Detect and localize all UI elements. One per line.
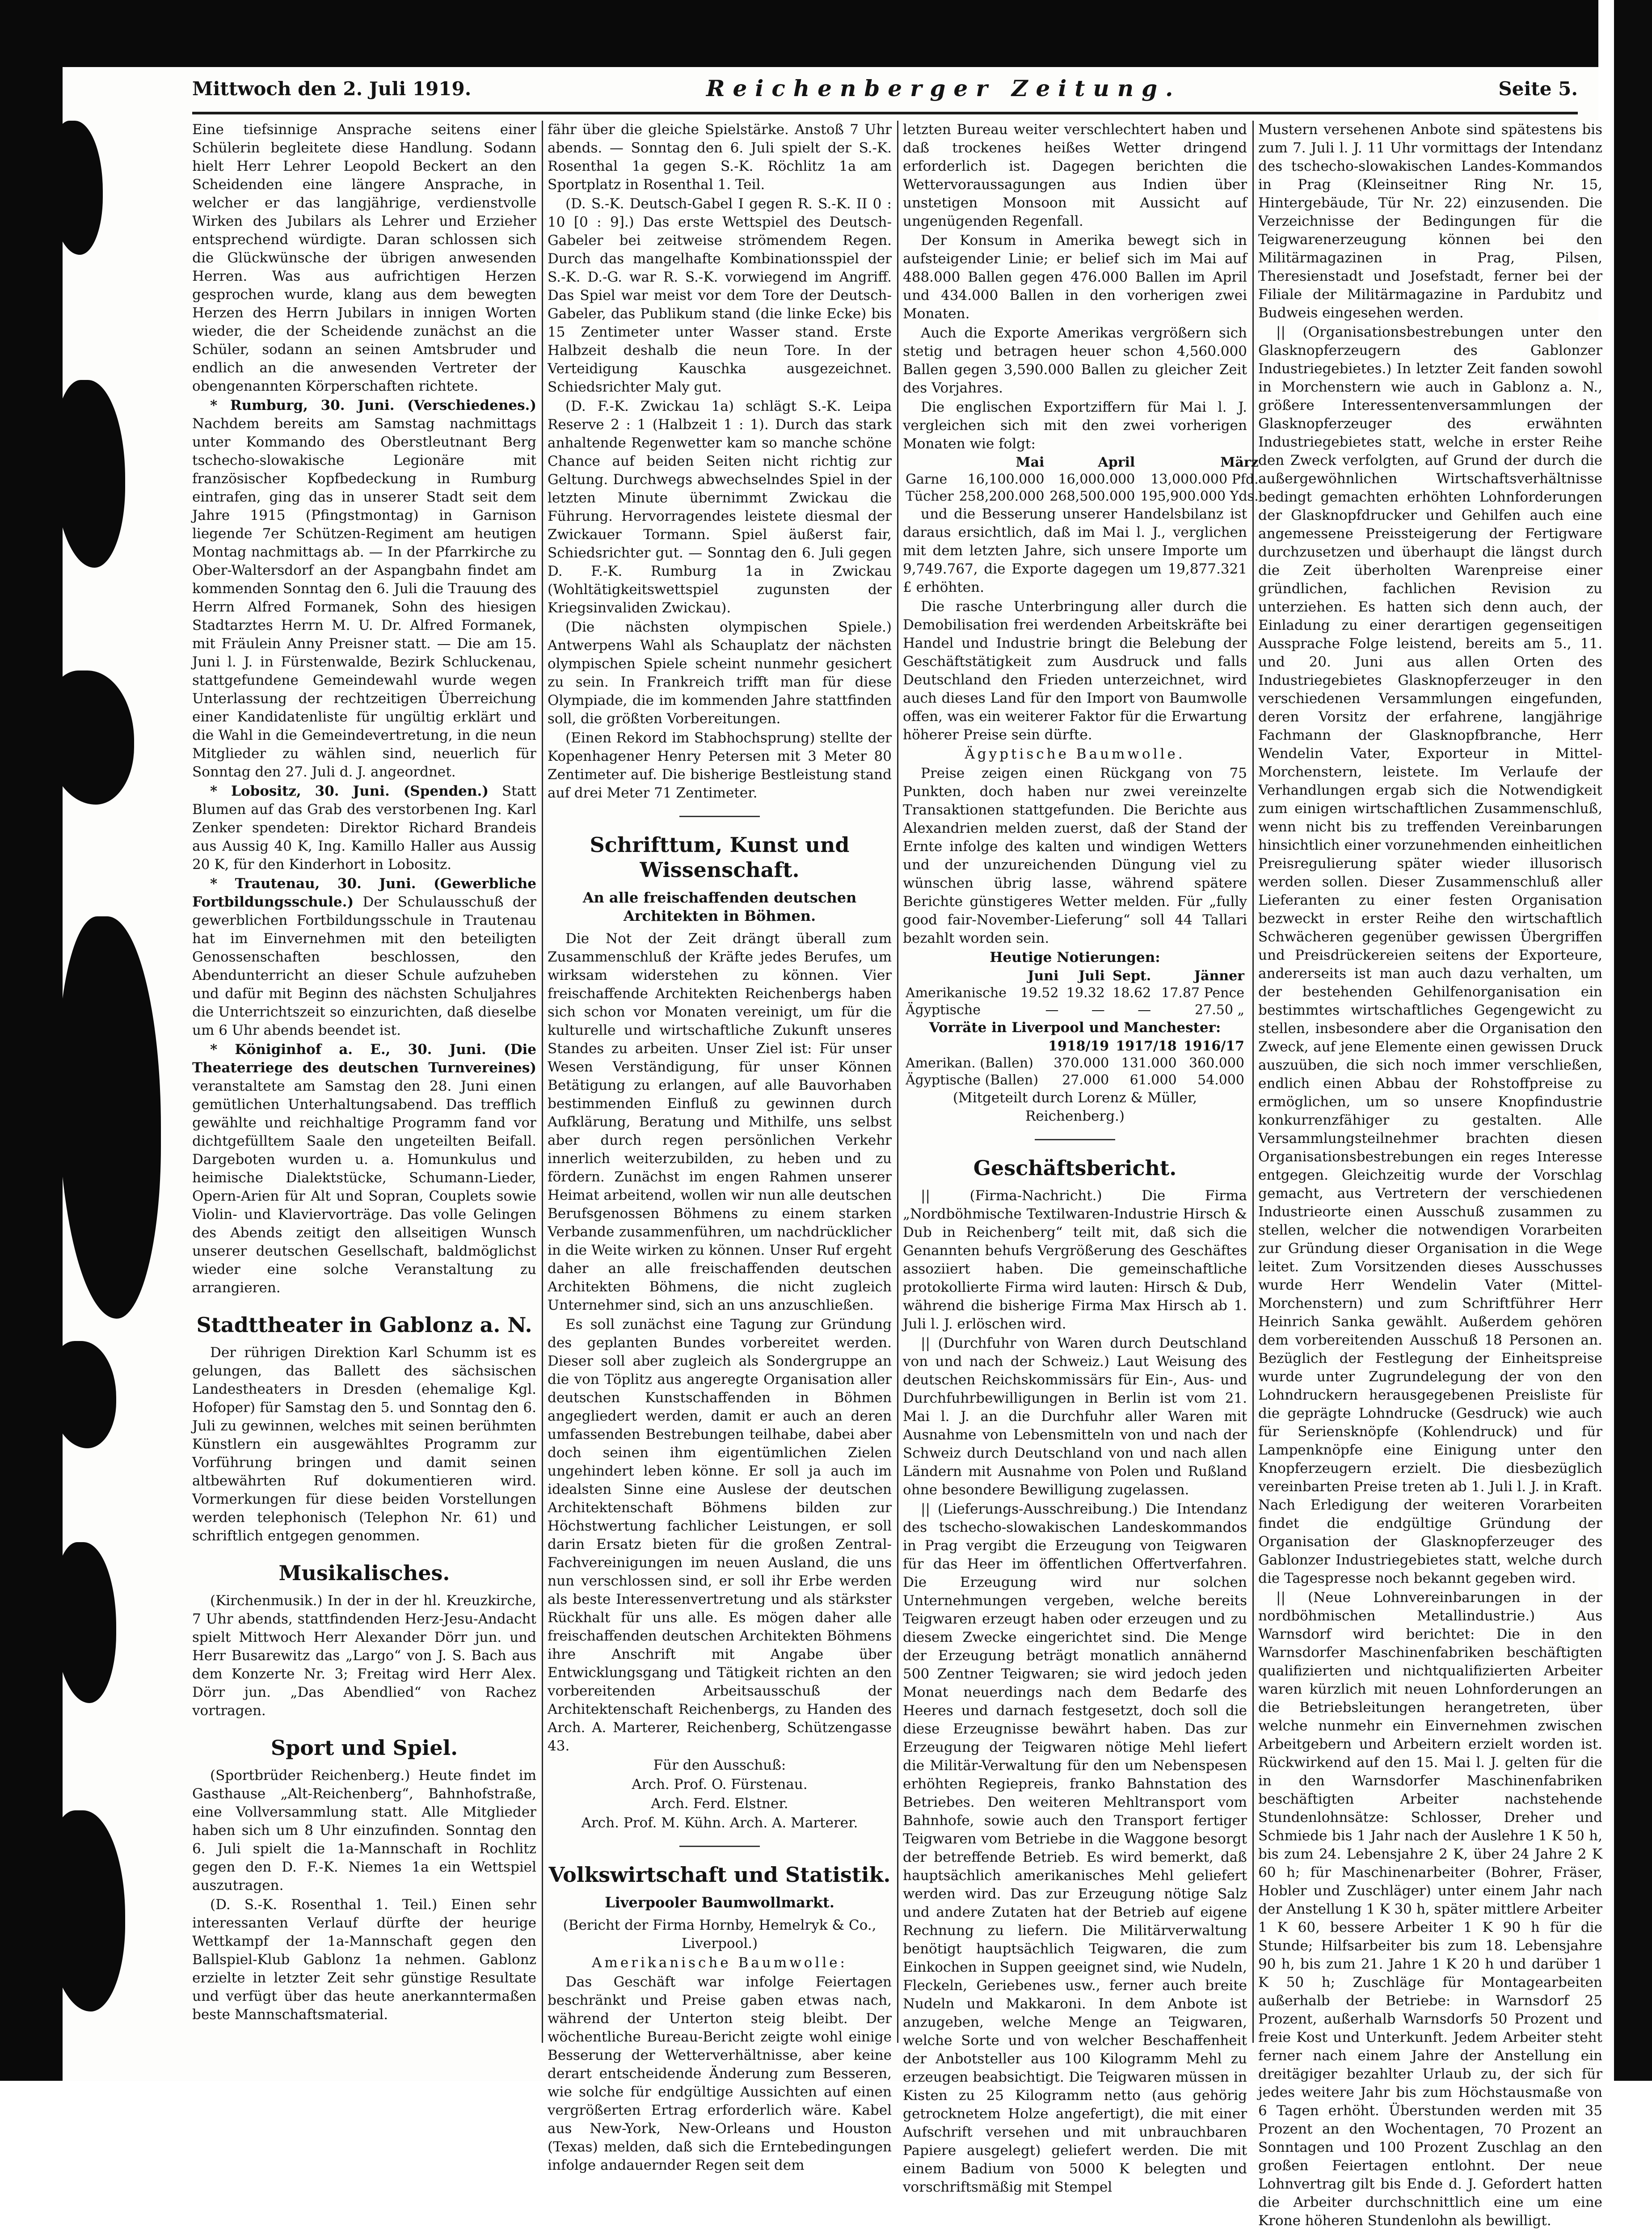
divider: [679, 816, 760, 817]
issue-date: Mittwoch den 2. Juli 1919.: [192, 78, 472, 100]
column-3: [903, 121, 1259, 2195]
paragraph: Eine tiefsinnige Ansprache seitens einer Schülerin begleitete diese Handlung. Sodann hielt Herr Lehrer Leopold Beckert an den Scheidenden eine längere Ansprache, in welcher er das langjährige, verdienstvolle Wirken des Jubilars als Lehrer und Erzieher entsprechend würdigte. Daran schlossen sich die Glückwünsche der übrigen anwesenden Herren. Was aus aufrichtigen Herzen gesprochen wurde, klang aus dem bewegten Herzen des Herrn Jubilars in innigen Worten wieder, die der Scheidende zunächst an die Schüler, sodann an seinen Amtsbruder und endlich an die anwesenden Vertreter der obengenannten Körperschaften richtete.: [192, 122, 536, 394]
paragraph: (D. S.-K. Deutsch-Gabel I gegen R. S.-K. II 0 : 10 [0 : 9].) Das erste Wettspiel des Deutsch-Gabeler bei zeitweise strömendem Regen. Durch das mangelhafte Kombinationsspiel der S.-K. D.-G. war R. S.-K. vorwiegend im Angriff. Das Spiel war meist vor dem Tore der Deutsch-Gabeler, das Publikum stand (die linke Ecke) bis 15 Zentimeter unter Wasser stand. Erste Halbzeit deshalb die neun Tore. In der Verteidigung Kauschka ausgezeichnet. Schiedsrichter Maly gut.: [548, 196, 892, 395]
paragraph: (Die nächsten olympischen Spiele.) Antwerpens Wahl als Schauplatz der nächsten olympischen Spiele scheint nunmehr gesichert zu sein. In Frankreich trifft man für diese Olympiade, die im kommenden Jahre stattfinden soll, die größten Vorbereitungen.: [548, 619, 892, 727]
table-row: [903, 471, 1261, 488]
table-row: [903, 1002, 1247, 1019]
table-cell: Tücher: [906, 489, 954, 504]
column-2: [548, 121, 892, 2173]
table-header: Jänner: [1194, 968, 1244, 984]
section-heading-schrifttum: Schrifttum, Kunst und Wissenschaft.: [590, 833, 850, 882]
table-row: [903, 1072, 1247, 1089]
table-header: 1918/19: [1048, 1038, 1109, 1054]
table-title: Vorräte in Liverpool und Manchester:: [929, 1020, 1221, 1036]
signature: Arch. Prof. M. Kühn. Arch. A. Marterer.: [581, 1815, 858, 1831]
paragraph: Die rasche Unterbringung aller durch die Demobilisation frei werdenden Arbeitskräfte bei Handel und Industrie bringt die Belebung der Geschäftstätigkeit zum Ausdruck und falls Deutschland den Frieden unterzeichnet, wird auch dieses Land für den Import von Baumwolle offen, was ein weiterer Faktor für die Erwartung höherer Preise sein dürfte.: [903, 599, 1247, 743]
divider: [679, 1846, 760, 1847]
divider: [1035, 1139, 1115, 1140]
article-headline: An alle freischaffenden deutschen Architekten in Böhmen.: [582, 889, 857, 924]
table-header: [903, 968, 1015, 985]
column-rule: [897, 121, 898, 2043]
section-heading-volkswirtschaft: Volkswirtschaft und Statistik.: [548, 1863, 891, 1887]
paragraph: [192, 396, 536, 781]
table-header-row: [903, 1038, 1247, 1055]
scan-border-right: [1598, 0, 1652, 2081]
newspaper-title: Reichenberger Zeitung.: [706, 75, 1181, 101]
section-heading-stadttheater: Stadttheater in Gablonz a. N.: [196, 1313, 532, 1337]
table-cell: 16,100.000: [967, 472, 1045, 487]
paragraph: (Kirchenmusik.) In der in der hl. Kreuzkirche, 7 Uhr abends, stattfindenden Herz-Jesu-Andacht spielt Mittwoch Herr Alexander Dörr jun. und Herr Busarewitz das „Largo“ von J. S. Bach aus dem Konzerte Nr. 3; Freitag wird Herr Alex. Dörr jun. „Das Abendlied“ von Rachez vortragen.: [192, 1593, 536, 1719]
paragraph: || (Firma-Nachricht.) Die Firma „Nordböhmische Textilwaren-Industrie Hirsch & Dub in Reichenberg“ teilt mit, daß sich die Genannten behufs Vergrößerung des Geschäftes assoziiert haben. Die gemeinschaftliche protokollierte Firma wird lauten: Hirsch & Dub, während die bisherige Firma Max Hirsch ab 1. Juli l. J. erlöschen wird.: [903, 1188, 1247, 1332]
paragraph: (Einen Rekord im Stabhochsprung) stellte der Kopenhagener Henry Petersen mit 3 Meter 80 Zentimeter auf. Die bisherige Bestleistung stand auf drei Meter 71 Zentimeter.: [548, 730, 892, 801]
table-cell: —: [1091, 1002, 1105, 1018]
masthead: [192, 72, 1578, 114]
table-cell: 17.87 Pence: [1161, 985, 1244, 1001]
quotation-table: [903, 968, 1247, 1019]
table-cell: Ägyptische: [906, 1002, 981, 1018]
paragraph: Preise zeigen einen Rückgang von 75 Punkten, doch haben nur zwei vereinzelte Transaktionen stattgefunden. Die Berichte aus Alexandrien melden zuerst, daß der Stand der Ernte infolge des kalten und windigen Wetters und der unzureichenden Düngung viel zu wünschen übrig lasse, während spätere Berichte günstigeres Wetter melden. Für „fully good fair-November-Lieferung“ soll 44 Tallari bezahlt worden sein.: [903, 765, 1247, 946]
paragraph: Mustern versehenen Anbote sind spätestens bis zum 7. Juli l. J. 11 Uhr vormittags der Intendanz des tschecho-slowakischen Landes-Kommandos in Prag (Kleinseitner Ring Nr. 15, Hintergebäude, Tür Nr. 22) einzusenden. Die Verzeichnisse der Bedingungen für die Teigwarenerzeugung können bei den Militärmagazinen in Prag, Pilsen, Theresienstadt und Josefstadt, ferner bei der Filiale der Militärmagazine in Pardubitz und Budweis eingesehen werden.: [1258, 122, 1602, 321]
paragraph: Der rührigen Direktion Karl Schumm ist es gelungen, das Ballett des sächsischen Landestheaters in Dresden (ehemalige Kgl. Hofoper) für Samstag den 5. und Sonntag den 6. Juli zu gewinnen, welches mit seinen berühmten Künstlern ein ausgewähltes Programm zur Vorführung bringen und damit seinen altbewährten Ruf dokumentieren wird. Vormerkungen für diese beiden Vorstellungen werden telephonisch (Telephon Nr. 61) und schriftlich entgegen genommen.: [192, 1345, 536, 1544]
news-text: veranstaltete am Samstag den 28. Juni einen gemütlichen Unterhaltungsabend. Das trefflich gewählte und reichhaltige Programm fand vor dichtgefülltem Saale den ungeteilten Beifall. Dargeboten wurden u. a. Homunkulus und heimische Dialektstücke, Schumann-Lieder, Opern-Arien für Alt und Sopran, Couplets sowie Violin- und Klaviervorträge. Das volle Gelingen des Abends zeitigt den allseitigen Wunsch unserer deutschen Gesellschaft, baldmöglichst wieder eine solche Veranstaltung zu arrangieren.: [192, 1078, 536, 1296]
table-title: Heutige Notierungen:: [990, 949, 1160, 966]
scan-border-top: [0, 0, 1652, 67]
table-header: 1916/17: [1183, 1038, 1244, 1054]
paragraph: Es soll zunächst eine Tagung zur Gründung des geplanten Bundes vorbereitet werden. Dieser soll aber zugleich als Sondergruppe an die von Töplitz aus angeregte Organisation aller deutschen Kunstschaffenden in Böhmen angegliedert werden, damit er auch an deren umfassenden Bestrebungen teilhabe, dabei aber doch seinen ihm eigentümlichen Zielen ungehindert leben könne. Er soll ja auch im idealsten Sinne eine Auslese der deutschen Architektenschaft Böhmens bilden zur Höchstwertung fachlicher Leistungen, er soll darin Ersatz bieten für die großen Zentral-Fachvereinigungen im neuen Ausland, die uns nun verschlossen sind, er soll ihr Erbe werden als beste Interessenvertretung und als stärkster Rückhalt für uns alle. Es mögen daher alle freischaffenden deutschen Architekten Böhmens ihre Anschrift mit Angabe über Entwicklungsgang und Tätigkeit richten an den vorbereitenden Arbeitsausschuß der Architektenschaft Reichenbergs, zu Handen des Arch. A. Marterer, Reichenberg, Schützengasse 43.: [548, 1316, 892, 1754]
table-cell: 13,000.000 Pfd.: [1150, 472, 1259, 487]
table-cell: 61.000: [1129, 1072, 1177, 1088]
table-header: März: [1220, 455, 1259, 470]
report-source: (Bericht der Firma Hornby, Hemelryk & Co., Liverpool.): [563, 1917, 877, 1952]
table-cell: —: [1138, 1002, 1151, 1018]
signature: Arch. Prof. O. Fürstenau.: [632, 1776, 808, 1792]
signature-intro: Für den Ausschuß:: [653, 1757, 786, 1773]
news-dateline: * Lobositz, 30. Juni. (Spenden.): [210, 783, 489, 799]
news-dateline: * Trautenau, 30. Juni. (Gewerbliche Fortbildungsschule.): [192, 876, 536, 910]
table-cell: Amerikan. (Ballen): [906, 1055, 1033, 1071]
table-cell: —: [1045, 1002, 1059, 1018]
paragraph: und die Besserung unserer Handelsbilanz ist daraus ersichtlich, daß im Mai l. J., verglichen mit dem letzten Jahre, sich unsere Importe um 9,749.767, die Exporte dagegen um 19,877.321 £ erhöhten.: [903, 506, 1247, 595]
table-cell: 18.62: [1113, 985, 1151, 1001]
table-header: Juni: [1028, 968, 1059, 984]
paragraph: letzten Bureau weiter verschlechtert haben und daß trockenes heißes Wetter dringend erforderlich ist. Dagegen berichten die Wettervoraussagungen aus Indien über unstetigen Monsoon mit Aussicht auf ungenügenden Regenfall.: [903, 122, 1247, 229]
table-cell: Ägyptische (Ballen): [906, 1072, 1039, 1088]
subsection-label: Amerikanische Baumwolle:: [592, 1955, 847, 1971]
table-cell: 360.000: [1188, 1055, 1244, 1071]
news-dateline: * Rumburg, 30. Juni. (Verschiedenes.): [210, 397, 536, 413]
column-rule: [1252, 121, 1254, 2043]
article-headline: Liverpooler Baumwollmarkt.: [605, 1894, 834, 1911]
paragraph: || (Lieferungs-Ausschreibung.) Die Intendanz des tschecho-slowakischen Landeskommandos in Prag vergibt die Erzeugung von Teigwaren für das Heer im öffentlichen Offertverfahren. Die Erzeugung wird nur solchen Unternehmungen vergeben, welche bereits Teigwaren erzeugt haben oder erzeugen und zu diesem Zwecke eingerichtet sind. Die Menge der Erzeugung beträgt monatlich annähernd 500 Zentner Teigwaren; sie wird jedoch jeden Monat neuerdings nach dem Bedarfe des Heeres und darnach festgesetzt, doch soll die diese Erzeugnisse bewährt haben. Das zur Erzeugung der Teigwaren nötige Mehl liefert die Militär-Verwaltung für den um Nebenspesen erhöhten Regiepreis, franko Bahnstation des Betriebes. Den weiteren Mehltransport vom Bahnhofe, sowie auch den Transport fertiger Teigwaren vom Betriebe in die Waggone besorgt der betreffende Betrieb. Es wird bemerkt, daß hauptsächlich amerikanisches Mehl geliefert werden wird. Das zur Erzeugung nötige Salz und andere Zutaten hat der Betrieb auf eigene Rechnung zu liefern. Die Militärverwaltung benötigt hauptsächlich Teigwaren, die zum Einkochen in Suppen geeignet sind, wie Nudeln, Fleckeln, Geriebenes usw., ferner auch breite Nudeln und Makkaroni. In dem Anbote ist anzugeben, welche Menge an Teigwaren, welche Sorte und von welcher Beschaffenheit der Anbotsteller aus 100 Kilogramm Mehl zu erzeugen beabsichtigt. Die Teigwaren müssen in Kisten zu 25 Kilogramm netto (aus gehörig getrocknetem Holze angefertigt), die mit einer Aufschrift versehen und mit unbrauchbaren Papiere ausgelegt) geliefert werden. Die mit einem Badium von 5000 K belegten und vorschriftsmäßig mit Stempel: [903, 1501, 1247, 2195]
table-header-row: [903, 968, 1247, 985]
table-cell: 16,000.000: [1058, 472, 1135, 487]
table-cell: Garne: [906, 472, 948, 487]
news-text: Statt Blumen auf das Grab des verstorbenen Ing. Karl Zenker spendeten: Direktor Richard Brandeis aus Aussig 40 K, Ing. Kamillo Haller aus Aussig 20 K, für den Kinderhort in Lobositz.: [192, 783, 536, 873]
section-heading-musikalisches: Musikalisches.: [278, 1561, 450, 1585]
table-header-row: [903, 454, 1261, 471]
table-header: April: [1098, 455, 1135, 470]
paragraph: || (Durchfuhr von Waren durch Deutschland von und nach der Schweiz.) Laut Weisung des deutschen Reichskommissärs für Ein-, Aus- und Durchfuhrbewilligungen in Berlin ist vom 21. Mai l. J. an die Durchfuhr aller Waren mit Ausnahme von Lebensmitteln von und nach der Schweiz durch Deutschland von und nach allen Ländern mit Ausnahme von Polen und Rußland ohne besondere Bewilligung zugelassen.: [903, 1335, 1247, 1498]
table-cell: 258,200.000: [959, 489, 1045, 504]
table-cell: 131.000: [1121, 1055, 1177, 1071]
paragraph: || (Neue Lohnvereinbarungen in der nordböhmischen Metallindustrie.) Aus Warnsdorf wird berichtet: Die in den Warnsdorfer Maschinenfabriken beschäftigten qualifizierten und nichtqualifizierten Arbeiter waren kürzlich mit neuen Lohnforderungen an die Betriebsleitungen herangetreten, über welche nunmehr ein Einvernehmen zwischen Arbeitgebern und Arbeitern erzielt worden ist. Rückwirkend auf den 15. Mai l. J. gelten für die in den Warnsdorfer Maschinenfabriken beschäftigten Arbeiter nachstehende Stundenlohnsätze: Schlosser, Dreher und Schmiede bis 1 Jahr nach der Auslehre 1 K 50 h, bis zum 24. Lebensjahre 2 K, über 24 Jahre 2 K 60 h; für Maschinenarbeiter (Bohrer, Fräser, Hobler und Zuschläger) unter einem Jahr nach der Anstellung 1 K 30 h, später mittlere Arbeiter 1 K 60, bessere Arbeiter 1 K 90 h für die Stunde; Hilfsarbeiter bis zum 18. Lebensjahre 90 h, bis zum 21. Jahre 1 K 20 h und darüber 1 K 50 h; Zuschläge für Montagearbeiten außerhalb der Betriebe: in Warnsdorf 25 Prozent, außerhalb Warnsdorfs 50 Prozent und freie Kost und Unterkunft. Jedem Arbeiter steht ferner nach einem Jahre der Anstellung ein dreitägiger bezahlter Urlaub zu, der sich für jedes weitere Jahr bis zum Höchstausmaße von 6 Tagen erhöht. Überstunden werden mit 35 Prozent an den Wochentagen, 70 Prozent an Sonntagen und 100 Prozent Zuschlag an den großen Feiertagen entlohnt. Der neue Lohnvertrag gilt bis Ende d. J. Gefordert hatten die Arbeiter durchschnittlich eine um eine Krone höheren Stundenlohn als bewilligt.: [1258, 1590, 1602, 2229]
paragraph: fähr über die gleiche Spielstärke. Anstoß 7 Uhr abends. — Sonntag den 6. Juli spielt der S.-K. Rosenthal 1a gegen S.-K. Röchlitz 1a am Sportplatz in Rosenthal 1. Teil.: [548, 122, 892, 193]
table-cell: 27.50 „: [1195, 1002, 1244, 1018]
section-heading-sport: Sport und Spiel.: [270, 1736, 458, 1760]
paragraph: Das Geschäft war infolge Feiertagen beschränkt und Preise gaben etwas nach, während der Unterton steig bleibt. Der wöchentliche Bureau-Bericht zeigte wohl einige Besserung der Wetterverhältnisse, aber keine derart entscheidende Änderung zum Besseren, wie solche für endgültige Aussichten auf einen vergrößerten Ertrag erforderlich wäre. Kabel aus New-York, New-Orleans und Houston (Texas) melden, daß sich die Erntebedingungen infolge andauernder Regen seit dem: [548, 1974, 892, 2173]
table-header: 1917/18: [1116, 1038, 1177, 1054]
report-source: (Mitgeteilt durch Lorenz & Müller, Reichenberg.): [952, 1090, 1197, 1124]
paragraph: Die englischen Exportziffern für Mai l. J. vergleichen sich mit den zwei vorherigen Monaten wie folgt:: [903, 399, 1247, 452]
table-cell: 27.000: [1062, 1072, 1109, 1088]
table-row: [903, 1055, 1247, 1072]
column-4: [1258, 121, 1602, 2229]
paragraph: Auch die Exporte Amerikas vergrößern sich stetig und betragen heuer schon 4,560.000 Ballen gegen 3,590.000 Ballen zu gleicher Zeit des Vorjahres.: [903, 325, 1247, 396]
paragraph: [192, 875, 536, 1040]
section-heading-geschaeftsbericht: Geschäftsbericht.: [973, 1156, 1177, 1180]
signature: Arch. Ferd. Elstner.: [651, 1796, 788, 1812]
paragraph: Der Konsum in Amerika bewegt sich in aufsteigender Linie; er belief sich im Mai auf 488.000 Ballen gegen 476.000 Ballen im April und 434.000 Ballen in den vorherigen zwei Monaten.: [903, 232, 1247, 322]
page-number: Seite 5.: [1498, 78, 1578, 100]
paragraph: (Sportbrüder Reichenberg.) Heute findet im Gasthause „Alt-Reichenberg“, Bahnhofstraße, eine Vollversammlung statt. Alle Mitglieder haben sich um 8 Uhr einzufinden. Sonntag den 6. Juli spielt die 1a-Mannschaft in Rochlitz gegen den D. F.-K. Niemes 1a ein Wettspiel auszutragen.: [192, 1767, 536, 1893]
table-cell: 268,500.000: [1049, 489, 1135, 504]
subsection-label: Ägyptische Baumwolle.: [965, 746, 1185, 762]
table-header: Mai: [1016, 455, 1045, 470]
paragraph: || (Organisationsbestrebungen unter den Glasknopferzeugern des Gablonzer Industriegebietes.) In letzter Zeit fanden sowohl in Morchenstern wie auch in Gablonz a. N., größere Interessentenversammlungen der Glasknopferzeuger des erwähnten Industriegebietes statt, welche in erster Reihe den Zweck verfolgten, auf Grund der durch die außergewöhnlichen Wirtschaftsverhältnisse bedingt gemachten erhöhten Lohnforderungen der Glasknopfdrucker und Gehilfen auch eine angemessene Preissteigerung der Fertigware durchzusetzen und überhaupt die längst durch die Zeit überholten Warenpreise einer gründlichen, fachlichen Revision zu unterziehen. Es hatten sich denn auch, der Einladung zu einer derartigen gegenseitigen Aussprache Folge leistend, bereits am 5., 11. und 20. Juni aus allen Orten des Industriegebietes Glasknopferzeuger in den verschiedenen Versammlungen eingefunden, deren Vorsitz der erfahrene, langjährige Fachmann der Glasknopfbranche, Herr Wendelin Vater, Exporteur in Mittel-Morchenstern, leistete. Im Verlaufe der Verhandlungen ergab sich die Notwendigkeit zum einigen wirtschaftlichen Zusammenschluß, wenn nicht bis zu treffenden Vereinbarungen hinsichtlich einer vorzunehmenden einheitlichen Preisregulierung später wieder illusorisch werden sollen. Dieser Zusammenschluß aller Lieferanten zu einer festen Organisation bezweckt in erster Reihe den wirtschaftlich Schwächeren gegenüber gewissen Übergriffen und Preisdrückereien seitens der Exporteure, andererseits ist man auch dazu verhalten, um der bestehenden Gehilfenorganisation ein bestimmtes wirtschaftliches Gegengewicht zu stellen, insbesondere aber die Organisation den Zweck, auf jene Elemente einen gewissen Druck auszuüben, die sich noch immer verschließen, endlich einen Abbau der Rohstoffpreise zu ermöglichen, um so unsere Knopfindustrie konkurrenzfähiger zu gestalten. Alle Versammlungsteilnehmer brachten diesen Organisationsbestrebungen ein reges Interesse entgegen. Gleichzeitig wurde der Vorschlag gemacht, aus Vertretern der verschiedenen Industrieorte einen Ausschuß zusammen zu stellen, welcher die notwendigen Vorarbeiten zur Gründung dieser Organisation in die Wege leitet. Zum Vorsitzenden dieses Ausschusses wurde Herr Wendelin Vater (Mittel-Morchenstern) und zum Schriftführer Herr Heinrich Sanka gewählt. Außerdem gehören dem vorbereitenden Ausschuß 18 Personen an. Bezüglich der Festlegung der Einheitspreise wurde unter Zugrundelegung der von den Lohndruckern herausgegebenen Preisliste für die geprägte Lohndrucke (Gesdruck) wie auch für Seriensknöpfe (Kohlendruck) und für Lampenknöpfe eine Einigung unter den Knopferzeugern erzielt. Die diesbezüglich vereinbarten Preise treten ab 1. Juli l. J. in Kraft. Nach Erledigung der weiteren Vorarbeiten findet die endgültige Gründung der Organisation der Glasknopferzeuger des Gablonzer Industriegebietes statt, welche durch die Tagespresse noch bekannt gegeben wird.: [1258, 324, 1602, 1586]
table-row: [903, 488, 1261, 505]
table-row: [903, 985, 1247, 1002]
column-rule: [542, 121, 543, 2043]
column-1: [192, 121, 536, 2043]
news-text: Nachdem bereits am Samstag nachmittags unter Kommando des Oberstleutnant Berg tschecho-slowakische Legionäre mit französischer Kopfbedeckung in Rumburg eintrafen, ging das in unserer Stadt seit dem Jahre 1915 (Pfingstmontag) in Garnison liegende 7er Schützen-Regiment am heutigen Montag nachmittags ab. — In der Pfarrkirche zu Ober-Waltersdorf an der Aspangbahn findet am kommenden Sonntag den 6. Juli die Trauung des Herrn Alfred Formanek, Sohn des hiesigen Stadtarztes Herrn M. U. Dr. Alfred Formanek, mit Fräulein Anny Preisner statt. — Die am 15. Juni l. J. in Fürstenwalde, Bezirk Schluckenau, stattgefundene Gemeindewahl wurde wegen Unterlassung der rechtzeitigen Überreichung einer Kandidatenliste für ungültig erklärt und die Wahl in die Gemeindevertretung, in die neun Mitglieder zu wählen sind, neuerlich für Sonntag den 27. Juli d. J. angeordnet.: [192, 416, 536, 780]
table-cell: 19.32: [1066, 985, 1105, 1001]
export-table: [903, 454, 1261, 505]
news-text: Der Schulausschuß der gewerblichen Fortbildungsschule in Trautenau hat im Einvernehmen mit den beteiligten Genossenschaften beschlossen, den Abendunterricht an dieser Schule aufzuheben und dafür mit Beginn des nächsten Schuljahres die Unterrichtszeit so einzurichten, daß dieselbe um 6 Uhr abends beendet ist.: [192, 894, 536, 1038]
paragraph: (D. F.-K. Zwickau 1a) schlägt S.-K. Leipa Reserve 2 : 1 (Halbzeit 1 : 1). Durch das stark anhaltende Regenwetter kam so manche schöne Chance auf beiden Seiten nicht richtig zur Geltung. Durchwegs abwechselndes Spiel in der letzten Minute übernimmt Zwickau die Führung. Hervorragendes leistete diesmal der Zwickauer Tormann. Spiel äußerst fair, Schiedsrichter gut. — Sonntag den 6. Juli gegen D. F.-K. Rumburg 1a in Zwickau (Wohltätigkeitswettspiel zugunsten der Kriegsinvaliden Zwickau).: [548, 398, 892, 616]
stock-table: [903, 1038, 1247, 1089]
torn-binding-edge: [0, 67, 170, 2081]
paragraph: [192, 782, 536, 874]
table-cell: 370.000: [1054, 1055, 1109, 1071]
table-header: Sept.: [1113, 968, 1151, 984]
table-header: [903, 1038, 1044, 1055]
news-dateline: * Königinhof a. E., 30. Juni. (Die Theaterriege des deutschen Turnvereines): [192, 1042, 536, 1076]
table-header: Juli: [1078, 968, 1105, 984]
table-cell: 54.000: [1197, 1072, 1244, 1088]
paragraph: [192, 1041, 536, 1297]
table-cell: Amerikanische: [906, 985, 1007, 1001]
paragraph: Die Not der Zeit drängt überall zum Zusammenschluß der Kräfte jedes Berufes, um wirksam widerstehen zu können. Vier freischaffende Architekten Reichenbergs haben sich schon vor Monaten vereinigt, um für die kulturelle und wirtschaftliche Zukunft unseres Standes zu arbeiten. Unser Ziel ist: Für unser Wesen Verständigung, für unser Können Betätigung zu erlangen, auf alle Bauvorhaben bestimmenden Einfluß zu gewinnen durch Aufklärung, Beratung und Mithilfe, uns selbst aber durch regen persönlichen Verkehr innerlich weiterzubilden, zu heben und zu fördern. Zunächst im engen Rahmen unserer Heimat arbeitend, wollen wir nun alle deutschen Berufsgenossen Böhmens zu einem starken Verbande zusammenführen, um nachdrücklicher in die Weite wirken zu können. Unser Ruf ergeht daher an alle freischaffenden deutschen Architekten Böhmens, die nicht zugleich Unternehmer sind, sich an uns anzuschließen.: [548, 931, 892, 1313]
table-header: [903, 454, 957, 471]
table-cell: 195,900.000 Yds.: [1140, 489, 1259, 504]
table-cell: 19.52: [1020, 985, 1059, 1001]
paragraph: (D. S.-K. Rosenthal 1. Teil.) Einen sehr interessanten Verlauf dürfte der heurige Wettkampf der 1a-Mannschaft gegen den Ballspiel-Klub Gablonz 1a nehmen. Gablonz erzielte in letzter Zeit sehr günstige Resultate und verfügt über das heute anerkanntermaßen beste Mannschaftsmaterial.: [192, 1897, 536, 2023]
